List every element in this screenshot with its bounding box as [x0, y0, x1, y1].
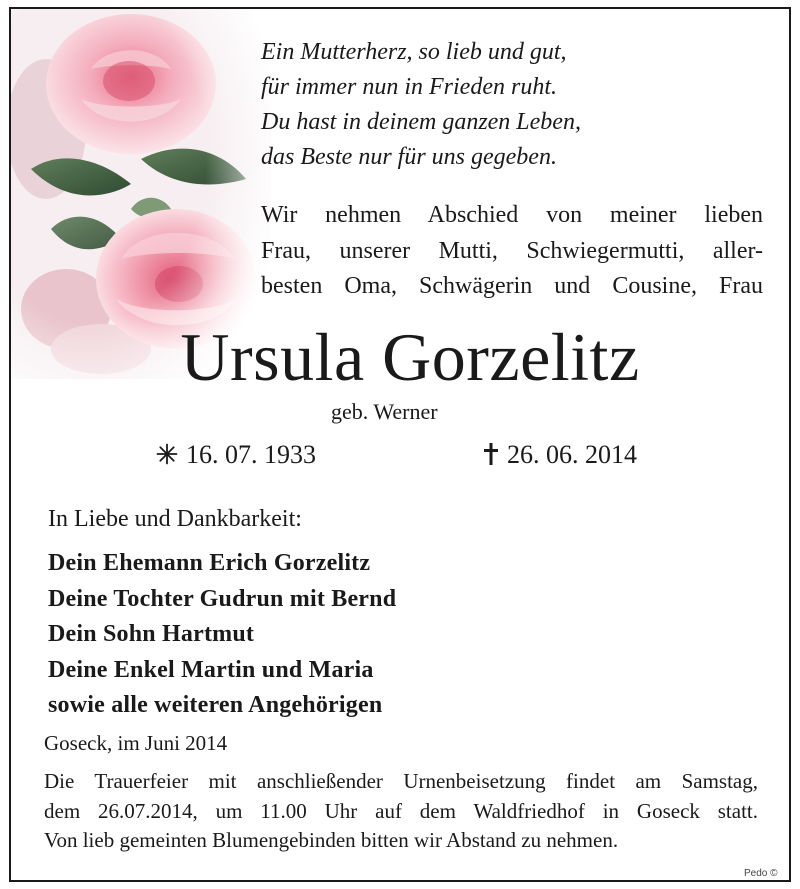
poem-line: Du hast in deinem ganzen Leben, [261, 109, 581, 135]
mourner-line: Dein Sohn Hartmut [48, 621, 255, 647]
mourner-line: Deine Tochter Gudrun mit Bernd [48, 585, 397, 612]
poem-line: für immer nun in Frieden ruht. [261, 74, 557, 100]
publisher-credit: Pedo © [744, 868, 778, 879]
mourner-line: sowie alle weiteren Angehörigen [48, 692, 383, 718]
intro-line: Frau, unserer Mutti, Schwiegermutti, aller- [261, 237, 763, 264]
death-date [483, 440, 637, 470]
notice-line: Die Trauerfeier mit anschließender Urnenbeisetzung findet am Samstag, [44, 769, 758, 793]
poem [261, 35, 581, 175]
obituary-card [9, 7, 791, 882]
cross-icon [483, 440, 499, 470]
intro-line: besten Oma, Schwägerin und Cousine, Frau [261, 273, 763, 299]
mourners-list [48, 546, 396, 724]
maiden-name: geb. Werner [331, 399, 438, 424]
farewell-intro [261, 198, 763, 305]
notice-line: dem 26.07.2014, um 11.00 Uhr auf dem Waldfriedhof in Goseck statt. [44, 798, 758, 823]
death-date-text: 26. 06. 2014 [507, 440, 637, 469]
mourner-line: Deine Enkel Martin und Maria [48, 656, 374, 683]
birth-date [156, 440, 316, 470]
deceased-name: Ursula Gorzelitz [180, 319, 640, 395]
intro-line: Wir nehmen Abschied von meiner lieben [261, 202, 763, 228]
notice-line: Von lieb gemeinten Blumengebinden bitten wir Abstand zu nehmen. [44, 828, 619, 852]
asterisk-star-icon [156, 440, 178, 470]
mourners-lead: In Liebe und Dankbarkeit: [48, 506, 302, 532]
birth-date-text: 16. 07. 1933 [186, 440, 316, 469]
poem-line: Ein Mutterherz, so lieb und gut, [261, 39, 567, 65]
place-date: Goseck, im Juni 2014 [44, 731, 228, 755]
mourner-line: Dein Ehemann Erich Gorzelitz [48, 550, 371, 576]
service-notice [44, 767, 758, 856]
poem-line: das Beste nur für uns gegeben. [261, 144, 557, 170]
